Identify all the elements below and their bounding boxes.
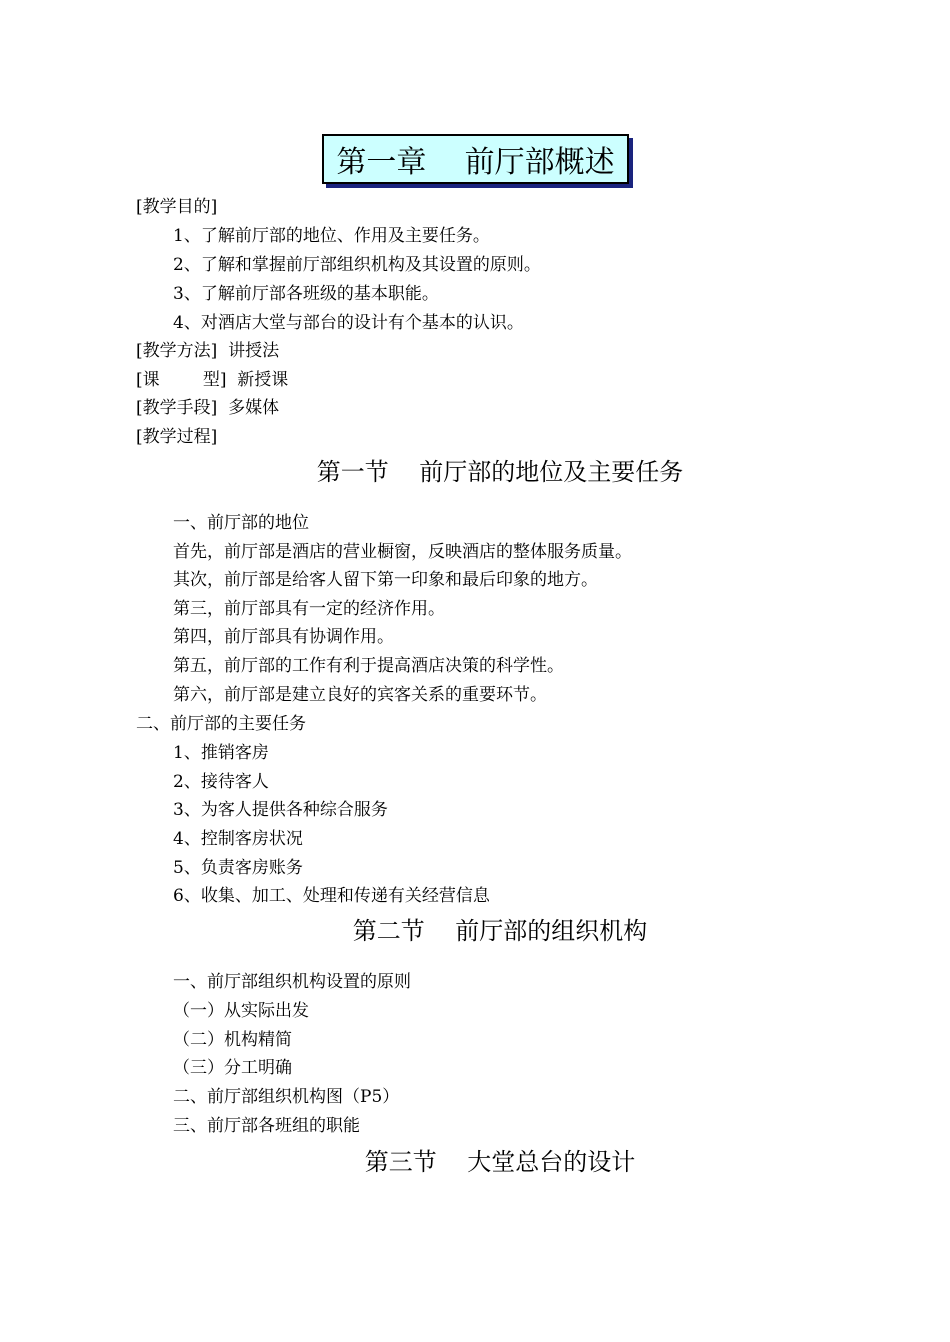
principles-heading: 一、前厅部组织机构设置的原则 bbox=[173, 972, 411, 992]
principle-item: （二）机构精简 bbox=[173, 1030, 292, 1050]
task-item: 6、收集、加工、处理和传递有关经营信息 bbox=[173, 886, 490, 906]
section-3-title: 第三节 大堂总台的设计 bbox=[364, 1148, 636, 1176]
objective-item: 3、了解前厅部各班级的基本职能。 bbox=[173, 284, 439, 304]
task-item: 3、为客人提供各种综合服务 bbox=[173, 800, 388, 820]
position-point: 第五，前厅部的工作有利于提高酒店决策的科学性。 bbox=[173, 656, 564, 676]
tasks-heading: 二、前厅部的主要任务 bbox=[136, 714, 306, 734]
teaching-method: [教学方法] 讲授法 bbox=[136, 341, 280, 361]
principle-item: （三）分工明确 bbox=[173, 1058, 292, 1078]
task-item: 2、接待客人 bbox=[173, 772, 269, 792]
position-point: 第三，前厅部具有一定的经济作用。 bbox=[173, 599, 445, 619]
objectives-heading: [教学目的] bbox=[136, 197, 218, 217]
duties-item: 三、前厅部各班组的职能 bbox=[173, 1116, 360, 1136]
position-heading: 一、前厅部的地位 bbox=[173, 513, 309, 533]
chapter-title: 第一章 前厅部概述 bbox=[322, 134, 629, 184]
teaching-means: [教学手段] 多媒体 bbox=[136, 398, 280, 418]
org-chart-item: 二、前厅部组织机构图（P5） bbox=[173, 1087, 400, 1107]
position-point: 第六，前厅部是建立良好的宾客关系的重要环节。 bbox=[173, 685, 547, 705]
task-item: 4、控制客房状况 bbox=[173, 829, 303, 849]
lesson-type: [课 型] 新授课 bbox=[136, 370, 289, 390]
objective-item: 1、了解前厅部的地位、作用及主要任务。 bbox=[173, 226, 490, 246]
section-2-title: 第二节 前厅部的组织机构 bbox=[352, 917, 648, 945]
objective-item: 4、对酒店大堂与部台的设计有个基本的认识。 bbox=[173, 313, 524, 333]
objective-item: 2、了解和掌握前厅部组织机构及其设置的原则。 bbox=[173, 255, 541, 275]
position-point: 第四，前厅部具有协调作用。 bbox=[173, 627, 394, 647]
section-1-title: 第一节 前厅部的地位及主要任务 bbox=[316, 458, 684, 486]
principle-item: （一）从实际出发 bbox=[173, 1001, 309, 1021]
teaching-process: [教学过程] bbox=[136, 427, 218, 447]
position-point: 首先，前厅部是酒店的营业橱窗，反映酒店的整体服务质量。 bbox=[173, 542, 632, 562]
position-point: 其次，前厅部是给客人留下第一印象和最后印象的地方。 bbox=[173, 570, 598, 590]
task-item: 1、推销客房 bbox=[173, 743, 269, 763]
task-item: 5、负责客房账务 bbox=[173, 858, 303, 878]
